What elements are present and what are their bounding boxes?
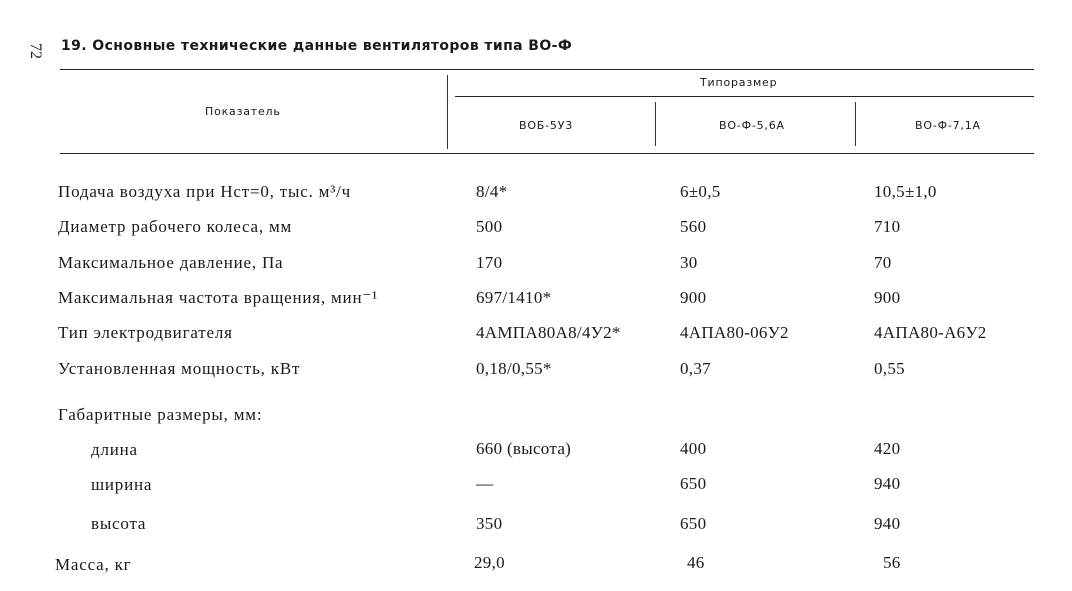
group-rule (455, 96, 1034, 97)
row-value: 6±0,5 (680, 182, 721, 201)
header-bottom-rule (60, 153, 1034, 154)
row-value: 650 (680, 474, 707, 493)
row-label-mass: Масса, кг (55, 555, 132, 574)
row-value: 660 (высота) (476, 439, 572, 458)
row-value: 697/1410* (476, 288, 552, 307)
row-value: 4АПА80-А6У2 (874, 323, 987, 342)
row-value: 46 (687, 553, 705, 572)
row-value: 30 (680, 253, 698, 272)
table-title: 19. Основные технические данные вентиляторов типа ВО-Ф (61, 38, 573, 54)
row-value: 0,18/0,55* (476, 359, 552, 378)
row-value: 500 (476, 217, 503, 236)
row-label-motor-type: Тип электродвигателя (58, 323, 233, 342)
header-group: Типоразмер (700, 76, 778, 89)
row-value: 8/4* (476, 182, 508, 201)
row-value: 560 (680, 217, 707, 236)
row-value: 0,37 (680, 359, 711, 378)
row-label-max-rotation: Максимальная частота вращения, мин⁻¹ (58, 288, 379, 307)
header-divider-2 (655, 102, 656, 146)
row-value: 900 (874, 288, 901, 307)
header-model-2: ВО-Ф-5,6А (719, 119, 785, 132)
row-label-width: ширина (91, 475, 153, 494)
row-value: 56 (883, 553, 901, 572)
row-value: 10,5±1,0 (874, 182, 937, 201)
row-value: 940 (874, 474, 901, 493)
row-value: 4АМПА80А8/4У2* (476, 323, 621, 342)
row-value: 29,0 (474, 553, 505, 572)
header-divider-3 (855, 102, 856, 146)
row-value: 170 (476, 253, 503, 272)
header-parameter: Показатель (205, 105, 281, 118)
row-label-wheel-diameter: Диаметр рабочего колеса, мм (58, 217, 293, 236)
row-value: 710 (874, 217, 901, 236)
row-label-air-supply: Подача воздуха при Нст=0, тыс. м³/ч (58, 182, 351, 201)
page-number: 72 (27, 43, 44, 59)
row-value: 420 (874, 439, 901, 458)
row-label-installed-power: Установленная мощность, кВт (58, 359, 301, 378)
row-value: 70 (874, 253, 892, 272)
row-value: 4АПА80-06У2 (680, 323, 789, 342)
row-label-max-pressure: Максимальное давление, Па (58, 253, 284, 272)
header-model-1: ВОБ-5У3 (519, 119, 574, 132)
row-value: 940 (874, 514, 901, 533)
row-label-length: длина (91, 440, 138, 459)
row-value: 350 (476, 514, 503, 533)
row-label-dimensions: Габаритные размеры, мм: (58, 405, 263, 424)
row-value: — (476, 474, 494, 493)
header-top-rule (60, 69, 1034, 70)
row-value: 400 (680, 439, 707, 458)
header-divider-1 (447, 75, 448, 149)
row-value: 650 (680, 514, 707, 533)
header-model-3: ВО-Ф-7,1А (915, 119, 981, 132)
row-value: 900 (680, 288, 707, 307)
row-label-height: высота (91, 514, 147, 533)
row-value: 0,55 (874, 359, 905, 378)
